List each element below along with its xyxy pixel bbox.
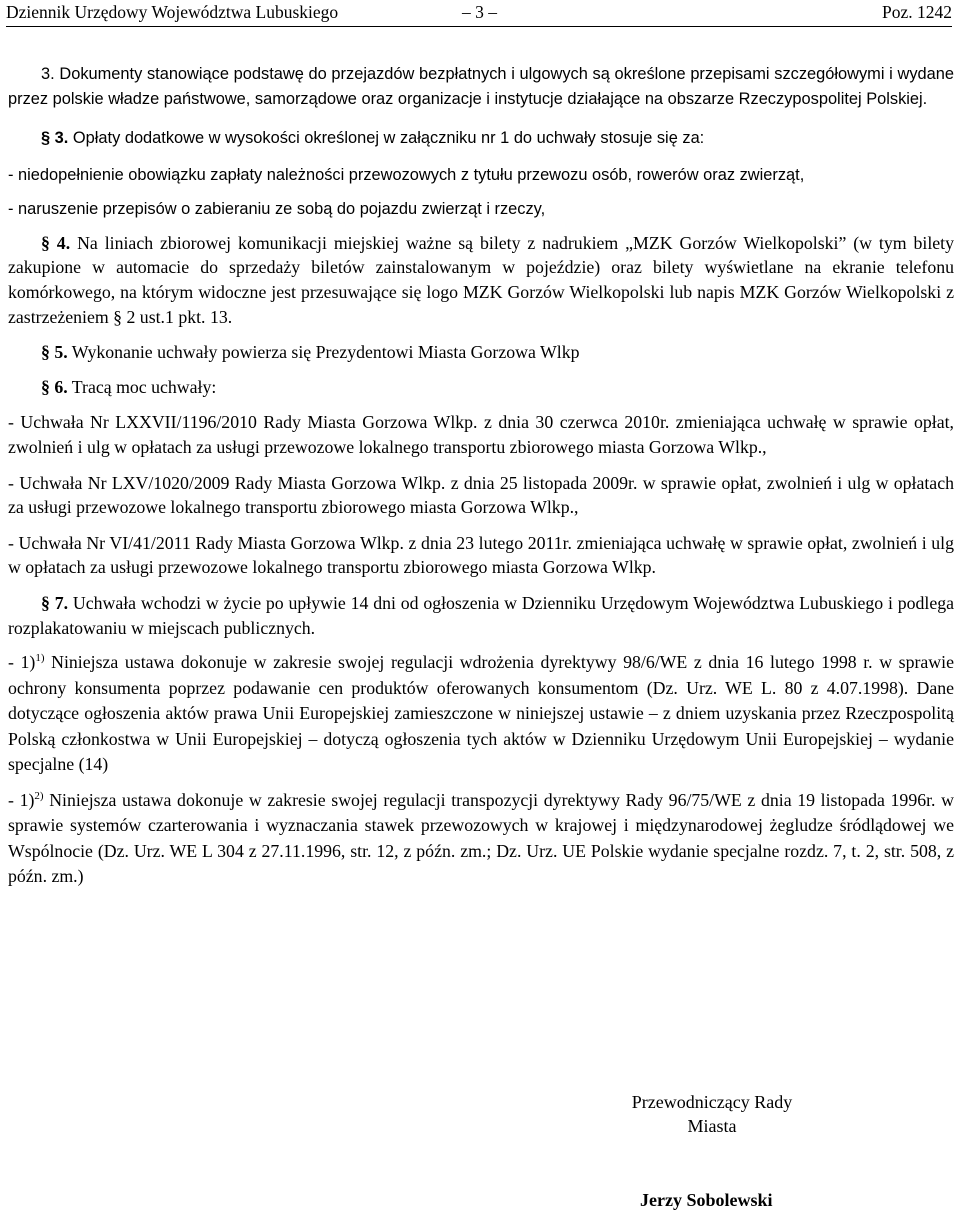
section-4-number: § 4. [41, 232, 71, 253]
section-5-number: § 5. [41, 342, 68, 363]
section-6 [8, 375, 954, 400]
document-body [8, 62, 954, 890]
section-5 [8, 340, 954, 365]
section-4 [8, 231, 954, 329]
section-6-item-1: - Uchwała Nr LXXVII/1196/2010 Rady Miasta Gorzowa Wlkp. z dnia 30 czerwca 2010r. zmieniająca uchwałę w sprawie opłat, zwolnień i ulg w opłatach za usługi przewozowe lokalnego transportu zbiorowego miasta Gorzowa Wlkp., [8, 412, 954, 457]
section-4-text: Na liniach zbiorowej komunikacji miejskiej ważne są bilety z nadrukiem „MZK Gorzów Wielkopolski” (w tym bilety zakupione w automacie do sprzedaży biletów zainstalowanym w pojeździe) oraz bilety wyświetlane na ekranie telefonu komórkowego, na którym widoczne jest przesuwające się logo MZK Gorzów Wielkopolski lub napis MZK Gorzów Wielkopolski z zastrzeżeniem § 2 ust.1 pkt. 13. [8, 232, 955, 327]
journal-title: Dziennik Urzędowy Województwa Lubuskiego [6, 2, 339, 22]
section-7-number: § 7. [41, 592, 69, 613]
footnote-2 [8, 788, 954, 890]
section-3-text: Opłaty dodatkowe w wysokości określonej w załączniku nr 1 do uchwały stosuje się za: [68, 128, 705, 147]
section-6-number: § 6. [41, 376, 68, 397]
footnote-1-prefix: - 1) [8, 652, 36, 673]
section-5-text: Wykonanie uchwały powierza się Prezydentowi Miasta Gorzowa Wlkp [67, 342, 580, 363]
footnote-1-text: Niniejsza ustawa dokonuje w zakresie swojej regulacji wdrożenia dyrektywy 98/6/WE z dnia 16 lutego 1998 r. w sprawie ochrony konsumenta poprzez podawanie cen produktów oferowanych konsumentom (Dz. Urz. WE L. 80 z 4.07.1998). Dane dotyczące ogłoszenia aktów prawa Unii Europejskiej zamieszczone w niniejszej ustawie – z dniem uzyskania przez Rzeczpospolitą Polską członkostwa w Unii Europejskiej – dotyczą ogłoszenia tych aktów w Dzienniku Urzędowym Unii Europejskiej – wydanie specjalne (14) [8, 652, 954, 775]
section-3 [8, 126, 954, 151]
section-6-item-3: - Uchwała Nr VI/41/2011 Rady Miasta Gorzowa Wlkp. z dnia 23 lutego 2011r. zmieniająca uchwałę w sprawie opłat, zwolnień i ulg w opłatach za usługi przewozowe lokalnego transportu zbiorowego miasta Gorzowa Wlkp. [8, 532, 954, 578]
signature-title-line-1: Przewodniczący Rady [631, 1092, 793, 1112]
page-marker: – 3 – [462, 2, 497, 22]
section-3-item-1: - niedopełnienie obowiązku zapłaty należności przewozowych z tytułu przewozu osób, rowerów oraz zwierząt, [8, 166, 805, 185]
signature-title-line-2: Miasta [687, 1116, 737, 1136]
footnote-1 [8, 650, 954, 778]
footnote-2-prefix: - 1) [8, 789, 35, 810]
position-number: Poz. 1242 [882, 2, 952, 22]
section-6-item-2: - Uchwała Nr LXV/1020/2009 Rady Miasta Gorzowa Wlkp. z dnia 25 listopada 2009r. w sprawie opłat, zwolnień i ulg w opłatach za usługi przewozowe lokalnego transportu zbiorowego miasta Gorzowa Wlkp., [8, 472, 954, 518]
footnote-2-marker: 2) [34, 789, 44, 802]
paragraph-3 [8, 62, 954, 112]
section-7 [8, 591, 954, 640]
page-header [6, 0, 952, 27]
footnote-2-text: Niniejsza ustawa dokonuje w zakresie swojej regulacji transpozycji dyrektywy Rady 96/75/WE z dnia 19 listopada 1996r. w sprawie systemów czarterowania i wyznaczania stawek przewozowych w krajowej i międzynarodowej żegludze śródlądowej we Wspólnocie (Dz. Urz. WE L 304 z 27.11.1996, str. 12, z późn. zm.; Dz. Urz. UE Polskie wydanie specjalne rozdz. 7, t. 2, str. 508, z późn. zm.) [8, 789, 954, 887]
paragraph-3-text: Dokumenty stanowiące podstawę do przejazdów bezpłatnych i ulgowych są określone przepisami szczegółowymi i wydane przez polskie władze państwowe, samorządowe oraz organizacje i instytucje działające na obszarze Rzeczypospolitej Polskiej. [8, 65, 954, 108]
signature-name: Jerzy Sobolewski [640, 1190, 773, 1210]
section-3-number: § 3. [41, 128, 69, 147]
footnote-1-marker: 1) [35, 652, 45, 665]
section-6-text: Tracą moc uchwały: [67, 376, 217, 397]
section-7-text: Uchwała wchodzi w życie po upływie 14 dni od ogłoszenia w Dzienniku Urzędowym Województwa Lubuskiego i podlega rozplakatowaniu w miejscach publicznych. [8, 592, 955, 638]
paragraph-3-number: 3. [41, 65, 55, 83]
section-3-item-2: - naruszenie przepisów o zabieraniu ze sobą do pojazdu zwierząt i rzeczy, [8, 200, 546, 219]
